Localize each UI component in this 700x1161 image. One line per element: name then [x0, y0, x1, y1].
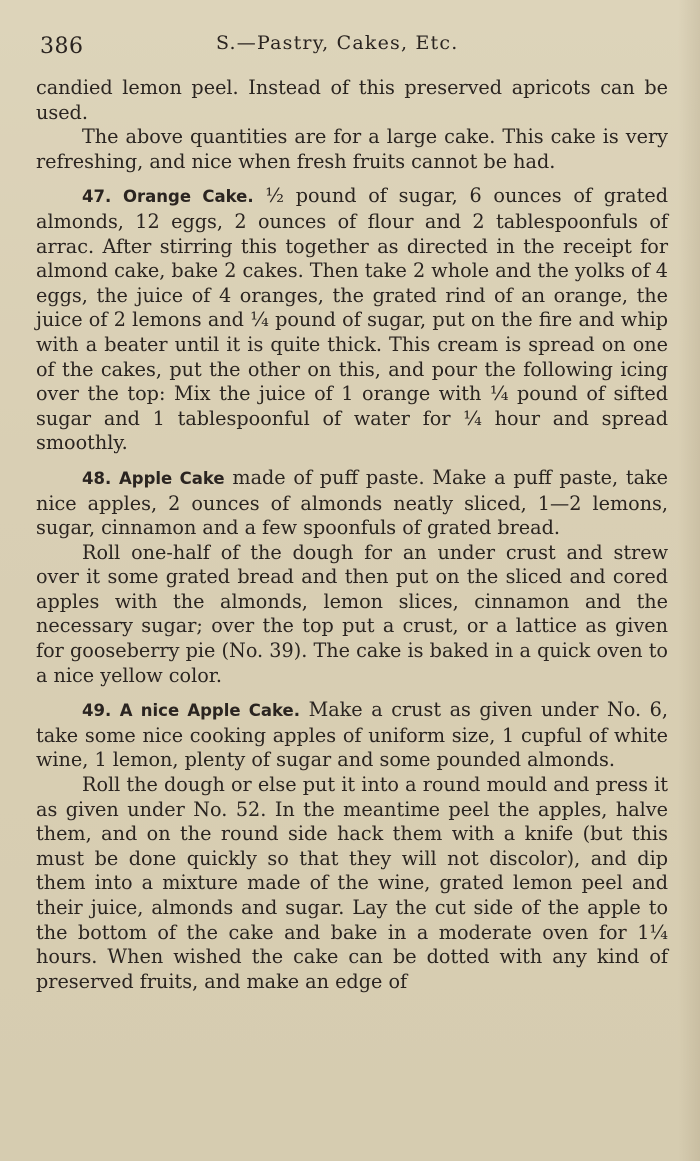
- recipe-text: ½ pound of sugar, 6 ounces of grated almonds, 12 eggs, 2 ounces of flour and 2 tablespoonfuls of arrac. After stirring this together as directed in the receipt for almond cake, bake 2 cakes. Then take 2 whole and the yolks of 4 eggs, the juice of 4 oranges, the grated rind of an orange, the juice of 2 lemons and ¼ pound of sugar, put on the fire and whip with a beater until it is quite thick. This cream is spread on one of the cakes, put the other on this, and pour the following icing over the top: Mix the juice of 1 orange with ¼ pound of sifted sugar and 1 tablespoonful of water for ¼ hour and spread smoothly.: [36, 184, 668, 455]
- recipe-paragraph: Roll one-half of the dough for an under crust and strew over it some grated bread and then put on the sliced and cored apples with the almonds, lemon slices, cinnamon and the necessary sugar; over the top put a crust, or a lattice as given for gooseberry pie (No. 39). The cake is baked in a quick oven to a nice yellow color.: [36, 540, 668, 687]
- recipe-48: [36, 466, 668, 688]
- continuation-paragraph: candied lemon peel. Instead of this preserved apricots can be used.: [36, 76, 668, 124]
- page-number: 386: [40, 34, 84, 59]
- running-title: S.—Pastry, Cakes, Etc.: [216, 32, 459, 54]
- recipe-paragraph: Roll the dough or else put it into a round mould and press it as given under No. 52. In the meantime peel the apples, halve them, and on the round side hack them with a knife (but this must be done quickly so that they will not discolor), and dip them into a mixture made of the wine, grated lemon peel and their juice, almonds and sugar. Lay the cut side of the apple to the bottom of the cake and bake in a moderate oven for 1¼ hours. When wished the cake can be dotted with any kind of preserved fruits, and make an edge of: [36, 773, 668, 993]
- recipe-text: made of puff paste. Make a puff paste, take nice apples, 2 ounces of almonds neatly sliced, 1—2 lemons, sugar, cinnamon and a few spoonfuls of grated bread.: [36, 465, 668, 540]
- recipe-text: Make a crust as given under No. 6, take some nice cooking apples of uniform size, 1 cupful of white wine, 1 lemon, plenty of sugar and some pounded almonds.: [36, 698, 668, 772]
- recipe-title: Orange Cake.: [122, 187, 254, 207]
- recipe-paragraph: [36, 184, 668, 456]
- recipe-title: Apple Cake: [119, 468, 225, 488]
- recipe-number: 48.: [82, 468, 112, 488]
- recipe-paragraph: [36, 698, 668, 773]
- recipe-paragraph: [36, 466, 668, 541]
- continuation-paragraph: The above quantities are for a large cake. This cake is very refreshing, and nice when fresh fruits cannot be had.: [36, 125, 668, 173]
- recipe-number: 49.: [82, 701, 112, 721]
- recipe-47: [36, 184, 668, 456]
- recipe-number: 47.: [82, 187, 112, 207]
- recipe-title: A nice Apple Cake.: [119, 701, 301, 721]
- page-body: [36, 76, 668, 994]
- recipe-49: [36, 698, 668, 994]
- running-head: [36, 30, 668, 58]
